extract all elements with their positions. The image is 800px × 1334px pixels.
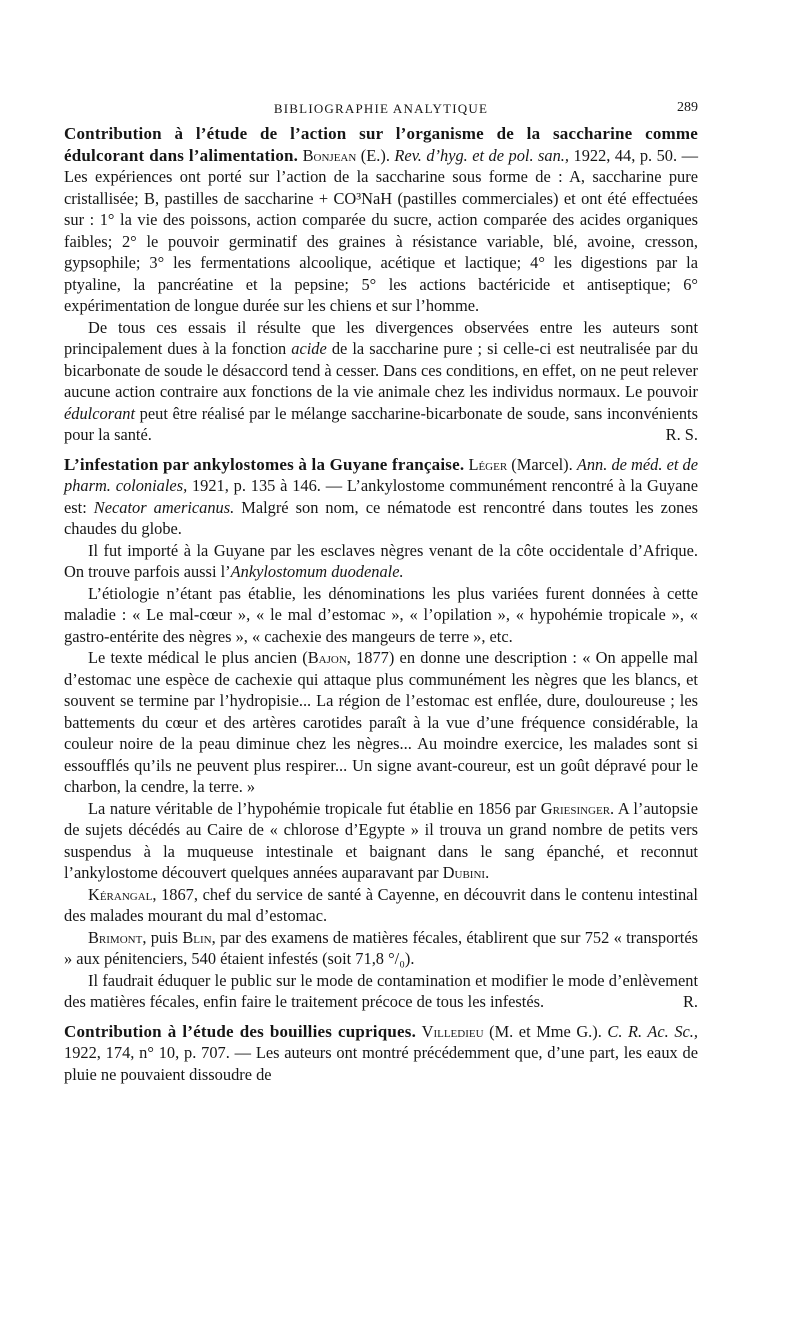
page-number: 289 (677, 100, 698, 115)
article-title: Contribution à l’étude de l’action sur l’organisme de la saccharine comme édulcorant dans l’alimentation. (64, 124, 698, 165)
abstract-text: , 1867, chef du service de santé à Cayenne, en découvrit dans le contenu intestinal des malades mourant du mal d’estomac. (64, 884, 698, 925)
journal-reference: 1922, 44, p. 50. — (569, 145, 698, 165)
running-head (64, 95, 698, 115)
article-paragraph (64, 970, 698, 1013)
abstract-text: De tous ces essais il résulte que les divergences observées entre les auteurs sont principalement dues à la fonction (64, 317, 698, 358)
article-author: Villedieu (421, 1021, 484, 1041)
abstract-text: . (485, 863, 490, 882)
signature: R. S. (665, 425, 698, 444)
cited-author: Griesinger (540, 798, 611, 818)
journal-name: Rev. d’hyg. et de pol. san., (394, 145, 570, 165)
emphasis: acide (291, 339, 327, 358)
article-bouillies-cupriques (64, 1021, 698, 1086)
article-ankylostomes (64, 454, 698, 1013)
article-paragraph: L’étiologie n’étant pas établie, les dénominations les plus variées furent données à cette maladie : « Le mal-cœur », « le mal d’estomac », « l’opilation », « hypohémie tropicale », « gastro-entérite des nègres », « cachexie des mangeurs de terre », etc. (64, 583, 698, 646)
abstract-text: Le texte médical le plus ancien ( (88, 648, 308, 667)
cited-author: Dubini (442, 863, 486, 882)
running-head-title: BIBLIOGRAPHIE ANALYTIQUE (273, 101, 489, 116)
abstract-text: peut être réalisé par le mélange saccharine-bicarbonate de soude, sans inconvénients pour la santé. (64, 403, 698, 444)
article-author-firstname: (Marcel). (507, 454, 577, 474)
cited-author: Blin (182, 927, 212, 947)
journal-name: C. R. Ac. Sc., (607, 1021, 698, 1041)
abstract-text: , puis (142, 927, 183, 947)
journal-name: Ann. de méd. et de pharm. coloniales, (64, 454, 698, 495)
cited-author: Brimont (88, 927, 143, 947)
article-title: L’infestation par ankylostomes à la Guyane française. (64, 454, 465, 474)
article-title: Contribution à l’étude des bouillies cupriques. (64, 1021, 417, 1041)
article-paragraph (64, 798, 698, 884)
article-paragraph (64, 317, 698, 446)
abstract-text: Malgré son nom, ce nématode est rencontré dans toutes les zones chaudes du globe. (64, 497, 698, 538)
cited-author: Bajon (307, 648, 347, 667)
article-paragraph (64, 1021, 698, 1086)
article-paragraph (64, 540, 698, 583)
abstract-text: , par des examens de matières fécales, établirent que sur 752 « transportés » aux pénitenciers, 540 étaient infestés (soit 71,8 °/₀). (64, 927, 698, 968)
abstract-text: , 1877) en donne une description : « On appelle mal d’estomac une espèce de cachexie qui attaque plus communément les nègres que les blancs, et souvent se termine par l’hydropisie... La région de l’estomac est enflée, dure, douloureuse ; les battements du cœur et des artères carotides paraît à la vue d’une fréquence considérable, la couleur noire de la peau diminue chez les nègres... Au moindre exercice, les malades sont si essoufflés qu’ils ne peuvent plus respirer... Un signe avant-coureur, est un goût dépravé pour le charbon, la cendre, la terre. » (64, 648, 698, 796)
article-author: Léger (468, 454, 508, 474)
emphasis: édulcorant (64, 403, 136, 423)
article-paragraph (64, 927, 698, 970)
article-author-firstname: (M. et Mme G.). (483, 1021, 608, 1041)
abstract-text: de la saccharine pure ; si celle-ci est neutralisée par du bicarbonate de soude le désaccord tend à cesser. Dans ces conditions, en effet, on ne peut relever aucune action contraire aux fonctions de la vie animale chez les individus normaux. Le pouvoir (64, 339, 699, 401)
abstract-text: Il fut importé à la Guyane par les esclaves nègres venant de la côte occidentale d’Afrique. On trouve parfois aussi l’ (64, 540, 698, 581)
abstract-text: L’ankylostome communément rencontré à la Guyane est: (64, 476, 698, 517)
article-paragraph (64, 884, 698, 927)
abstract-text: . A l’autopsie de sujets décédés au Caire de « chlorose d’Egypte » il trouva un grand nombre de petits vers suspendus à la muqueuse intestinale et baignant dans le sang épanché, et reconnut l’ankylostome découvert quelques années auparavant par (64, 798, 698, 882)
page-body (64, 123, 698, 1085)
signature: R. (682, 992, 698, 1011)
cited-author: Kérangal (88, 884, 153, 904)
abstract-text: Il faudrait éduquer le public sur le mode de contamination et modifier le mode d’enlèvement des matières fécales, enfin faire le traitement précoce de tous les infestés. (64, 970, 698, 1011)
species-name: Ankylostomum duodenale. (230, 562, 404, 581)
journal-reference: 1922, 174, n° 10, p. 707. — (64, 1043, 256, 1062)
abstract-text: Les expériences ont porté sur l’action de la saccharine sous forme de : A, saccharine pure cristallisée; B, pastilles de saccharine + CO³NaH (pastilles commerciales) et ont été effectuées sur : 1° la vie des poissons, action comparée du sucre, action comparée des acides organiques faibles; 2° le pouvoir germinatif des graines à résistance variable, blé, avoine, cresson, gypsophile; 3° les fermentations alcoolique, acétique et lactique; 4° les digestions par la ptyaline, la pancréatine et la pepsine; 5° les actions bactéricide et antiseptique; 6° expérimentation de longue durée sur les chiens et sur l’homme. (64, 167, 698, 315)
article-paragraph (64, 454, 698, 540)
article-paragraph (64, 647, 698, 798)
journal-reference: 1921, p. 135 à 146. — (187, 476, 347, 495)
article-author: Bonjean (E.). (302, 145, 390, 165)
abstract-text: La nature véritable de l’hypohémie tropicale fut établie en 1856 par (88, 798, 541, 818)
article-saccharine (64, 123, 698, 446)
abstract-text: Les auteurs ont montré précédemment que, d’une part, les eaux de pluie ne pouvaient dissoudre de (64, 1043, 698, 1084)
species-name: Necator americanus. (93, 497, 235, 517)
article-paragraph (64, 123, 698, 317)
